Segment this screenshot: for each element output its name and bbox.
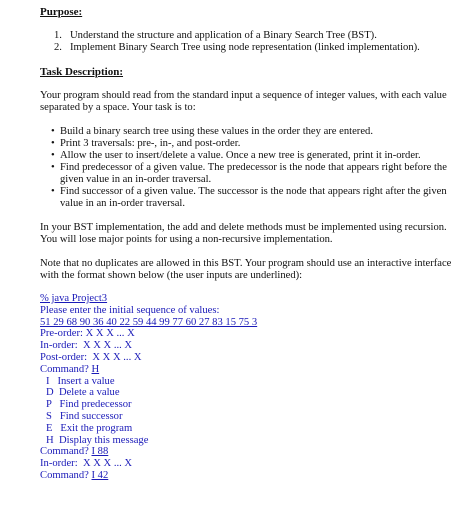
session-transcript xyxy=(40,293,460,482)
bullet-marker: • xyxy=(51,126,55,137)
session-menu-item: I Insert a value xyxy=(46,375,115,387)
task-bullet-text: Allow the user to insert/delete a value. Once a new tree is generated, print it in-order. xyxy=(60,150,421,161)
session-command-line-1 xyxy=(40,364,460,376)
session-menu-item: S Find successor xyxy=(46,410,123,422)
task-bullet-text: Find successor of a given value. The successor is the node that appears right after the given value in an in-order traversal. xyxy=(60,186,447,209)
session-values-input: 51 29 68 90 36 40 22 59 44 99 77 60 27 83 15 75 3 xyxy=(40,316,258,328)
task-bullet-text: Print 3 traversals: pre-, in-, and post-order. xyxy=(60,138,241,149)
purpose-item-number: 1. xyxy=(54,30,62,41)
session-postorder-output: Post-order: X X X ... X xyxy=(40,351,142,363)
purpose-item-text: Implement Binary Search Tree using node representation (linked implementation). xyxy=(70,42,420,53)
task-intro-paragraph: Your program should read from the standard input a sequence of integer values, with each value separated by a space. Your task is to: xyxy=(40,90,447,113)
session-command-prompt: Command? xyxy=(40,363,92,375)
session-command-input: I 42 xyxy=(91,469,109,481)
session-command-line-2 xyxy=(40,446,460,458)
bullet-marker: • xyxy=(51,162,55,173)
task-bullet-text: Find predecessor of a given value. The predecessor is the node that appears right before the given value in an in-order traversal. xyxy=(60,162,447,185)
task-bullet xyxy=(51,186,456,210)
task-bullet-text: Build a binary search tree using these values in the order they are entered. xyxy=(60,126,373,137)
purpose-item xyxy=(54,30,454,42)
session-command-prompt: Command? xyxy=(40,469,92,481)
bullet-marker: • xyxy=(51,150,55,161)
session-command-line-3 xyxy=(40,470,460,482)
purpose-item-text: Understand the structure and application of a Binary Search Tree (BST). xyxy=(70,30,377,41)
task-bullet xyxy=(51,162,456,186)
session-menu-item: E Exit the program xyxy=(46,422,133,434)
session-menu-item: P Find predecessor xyxy=(46,399,132,411)
bullet-marker: • xyxy=(51,186,55,197)
task-bullet xyxy=(51,138,456,150)
session-menu-item: D Delete a value xyxy=(46,387,120,399)
session-inorder-output: In-order: X X X ... X xyxy=(40,340,133,352)
duplicates-note-paragraph: Note that no duplicates are allowed in this BST. Your program should use an interactive interface with the format shown below (the user inputs are underlined): xyxy=(40,258,452,281)
purpose-item xyxy=(54,42,454,54)
session-values-prompt: Please enter the initial sequence of values: xyxy=(40,304,220,316)
session-preorder-output: Pre-order: X X X ... X xyxy=(40,328,135,340)
purpose-item-number: 2. xyxy=(54,42,62,53)
task-bullet xyxy=(51,126,456,138)
session-command-prompt: Command? xyxy=(40,446,92,458)
session-inorder-output: In-order: X X X ... X xyxy=(40,458,133,470)
recursion-note-paragraph: In your BST implementation, the add and delete methods must be implemented using recursion. You will lose major points for using a non-recursive implementation. xyxy=(40,222,447,245)
task-heading: Task Description: xyxy=(40,66,124,78)
purpose-heading: Purpose: xyxy=(40,6,83,18)
task-bullet xyxy=(51,150,456,162)
session-command-input: I 88 xyxy=(91,446,109,458)
bullet-marker: • xyxy=(51,138,55,149)
session-command-input: H xyxy=(91,363,100,375)
session-menu-item: H Display this message xyxy=(46,434,149,446)
session-command-line: % java Project3 xyxy=(40,293,108,304)
